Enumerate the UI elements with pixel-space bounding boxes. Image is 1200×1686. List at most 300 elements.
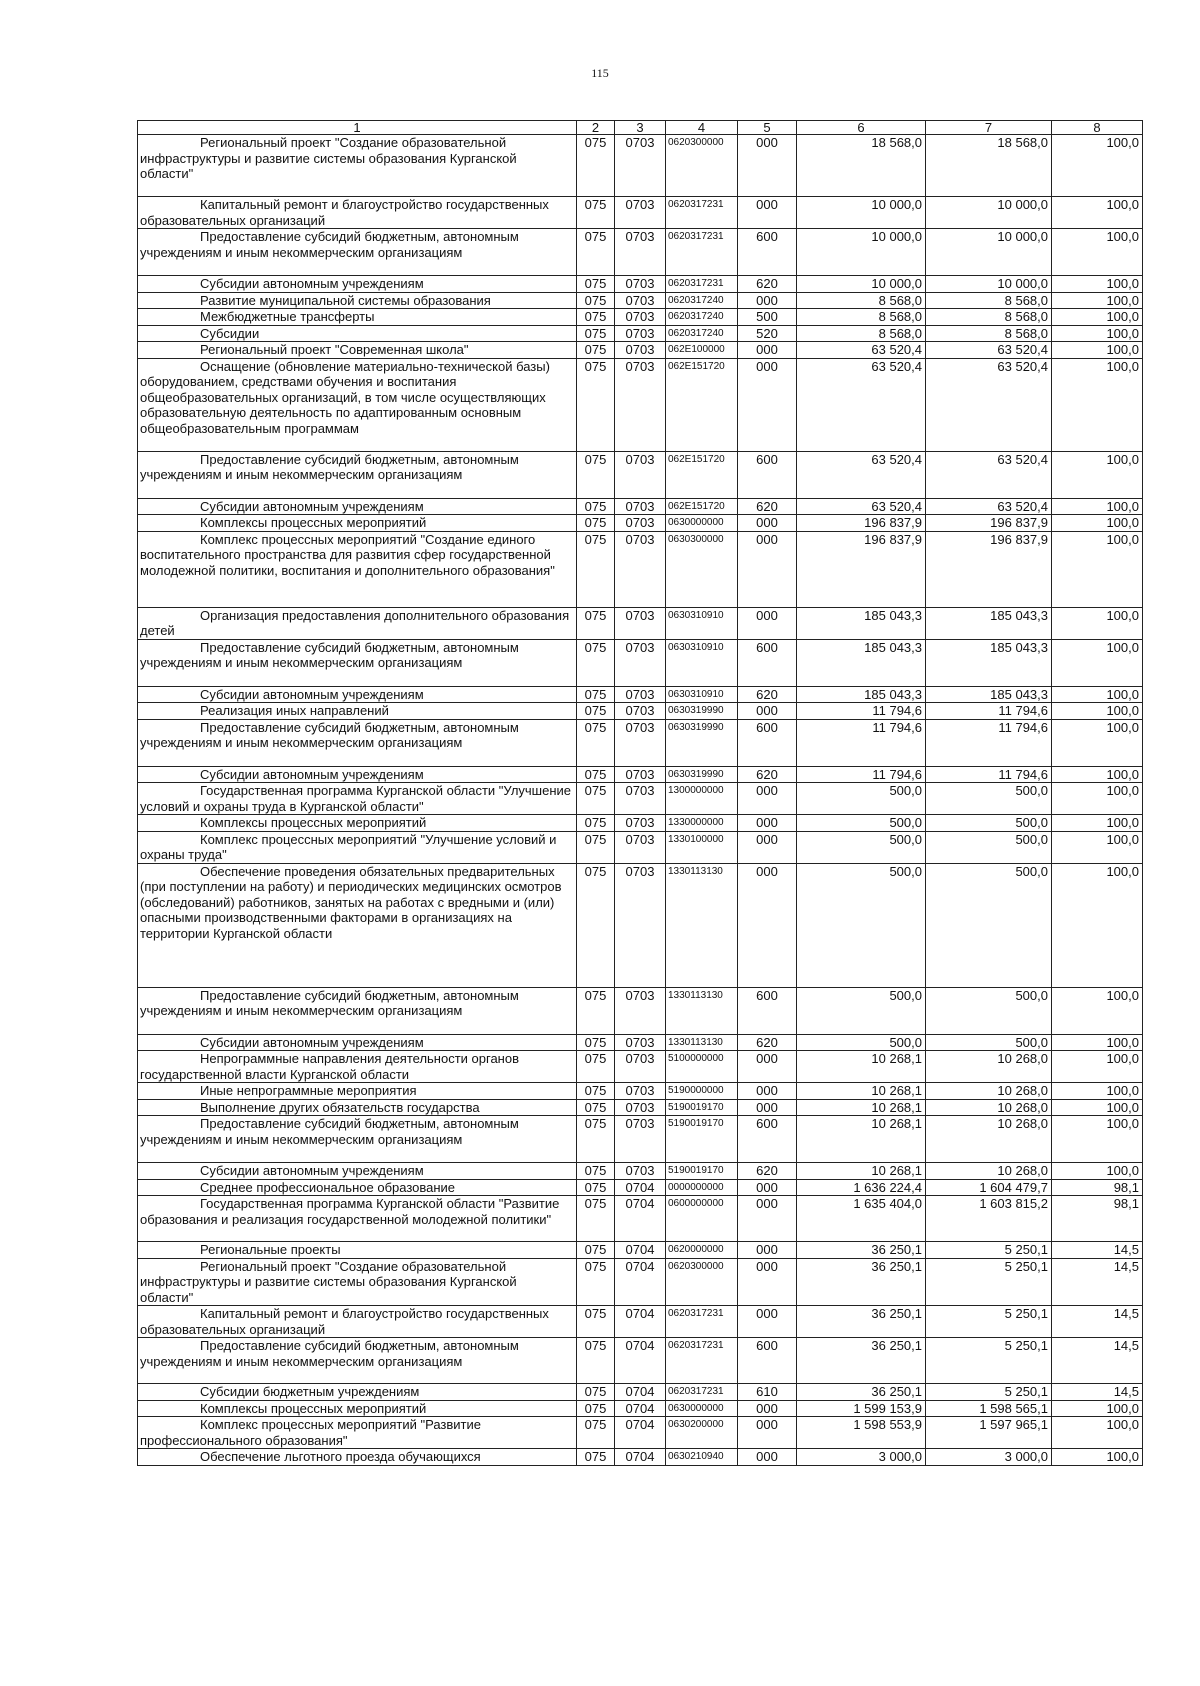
percent-cell: 100,0 bbox=[1052, 197, 1143, 229]
expense-type-cell: 620 bbox=[738, 686, 797, 703]
section-code-cell: 0703 bbox=[615, 1163, 666, 1180]
table-row bbox=[138, 1034, 1143, 1051]
item-name-cell: Предоставление субсидий бюджетным, автономным учреждениям и иным некоммерческим организациям bbox=[138, 1116, 577, 1163]
target-article-cell: 0630319990 bbox=[666, 719, 738, 766]
table-row bbox=[138, 292, 1143, 309]
executed-amount-cell: 500,0 bbox=[926, 987, 1052, 1034]
column-header: 5 bbox=[738, 121, 797, 135]
executed-amount-cell: 3 000,0 bbox=[926, 1449, 1052, 1466]
ministry-code-cell: 075 bbox=[577, 515, 615, 532]
ministry-code-cell: 075 bbox=[577, 639, 615, 686]
ministry-code-cell: 075 bbox=[577, 1051, 615, 1083]
expense-type-cell: 000 bbox=[738, 292, 797, 309]
ministry-code-cell: 075 bbox=[577, 1258, 615, 1306]
executed-amount-cell: 185 043,3 bbox=[926, 607, 1052, 639]
section-code-cell: 0703 bbox=[615, 607, 666, 639]
section-code-cell: 0704 bbox=[615, 1179, 666, 1196]
executed-amount-cell: 10 268,0 bbox=[926, 1163, 1052, 1180]
expense-type-cell: 000 bbox=[738, 342, 797, 359]
planned-amount-cell: 10 000,0 bbox=[797, 197, 926, 229]
section-code-cell: 0703 bbox=[615, 1116, 666, 1163]
section-code-cell: 0703 bbox=[615, 766, 666, 783]
executed-amount-cell: 185 043,3 bbox=[926, 686, 1052, 703]
target-article-cell: 1330113130 bbox=[666, 987, 738, 1034]
expense-type-cell: 520 bbox=[738, 325, 797, 342]
percent-cell: 98,1 bbox=[1052, 1196, 1143, 1242]
percent-cell: 100,0 bbox=[1052, 987, 1143, 1034]
target-article-cell: 0630000000 bbox=[666, 515, 738, 532]
planned-amount-cell: 10 268,1 bbox=[797, 1116, 926, 1163]
section-code-cell: 0703 bbox=[615, 686, 666, 703]
planned-amount-cell: 185 043,3 bbox=[797, 607, 926, 639]
target-article-cell: 0630200000 bbox=[666, 1417, 738, 1449]
target-article-cell: 0620317231 bbox=[666, 197, 738, 229]
expense-type-cell: 000 bbox=[738, 703, 797, 720]
target-article-cell: 062E151720 bbox=[666, 358, 738, 451]
expense-type-cell: 500 bbox=[738, 309, 797, 326]
expense-type-cell: 000 bbox=[738, 1400, 797, 1417]
expense-type-cell: 600 bbox=[738, 639, 797, 686]
planned-amount-cell: 63 520,4 bbox=[797, 451, 926, 498]
target-article-cell: 062E151720 bbox=[666, 451, 738, 498]
ministry-code-cell: 075 bbox=[577, 1196, 615, 1242]
table-row bbox=[138, 342, 1143, 359]
item-name-cell: Комплекс процессных мероприятий "Улучшение условий и охраны труда" bbox=[138, 831, 577, 863]
expense-type-cell: 620 bbox=[738, 1034, 797, 1051]
executed-amount-cell: 500,0 bbox=[926, 815, 1052, 832]
ministry-code-cell: 075 bbox=[577, 451, 615, 498]
table-row bbox=[138, 358, 1143, 451]
ministry-code-cell: 075 bbox=[577, 686, 615, 703]
table-row bbox=[138, 1163, 1143, 1180]
percent-cell: 100,0 bbox=[1052, 1400, 1143, 1417]
item-name-cell: Государственная программа Курганской области "Развитие образования и реализация государственной молодежной политики" bbox=[138, 1196, 577, 1242]
ministry-code-cell: 075 bbox=[577, 783, 615, 815]
target-article-cell: 0620317231 bbox=[666, 1384, 738, 1401]
percent-cell: 100,0 bbox=[1052, 607, 1143, 639]
ministry-code-cell: 075 bbox=[577, 197, 615, 229]
target-article-cell: 5190019170 bbox=[666, 1163, 738, 1180]
item-name-cell: Региональный проект "Создание образовательной инфраструктуры и развитие системы образования Курганской области" bbox=[138, 135, 577, 197]
section-code-cell: 0703 bbox=[615, 309, 666, 326]
executed-amount-cell: 10 000,0 bbox=[926, 197, 1052, 229]
table-row bbox=[138, 309, 1143, 326]
expense-type-cell: 620 bbox=[738, 498, 797, 515]
ministry-code-cell: 075 bbox=[577, 831, 615, 863]
section-code-cell: 0703 bbox=[615, 515, 666, 532]
ministry-code-cell: 075 bbox=[577, 531, 615, 607]
target-article-cell: 0620317240 bbox=[666, 292, 738, 309]
percent-cell: 100,0 bbox=[1052, 1051, 1143, 1083]
column-header: 3 bbox=[615, 121, 666, 135]
table-row bbox=[138, 987, 1143, 1034]
executed-amount-cell: 10 268,0 bbox=[926, 1099, 1052, 1116]
ministry-code-cell: 075 bbox=[577, 703, 615, 720]
executed-amount-cell: 500,0 bbox=[926, 783, 1052, 815]
table-row bbox=[138, 703, 1143, 720]
percent-cell: 100,0 bbox=[1052, 515, 1143, 532]
ministry-code-cell: 075 bbox=[577, 1338, 615, 1384]
table-row bbox=[138, 863, 1143, 987]
table-row bbox=[138, 766, 1143, 783]
section-code-cell: 0703 bbox=[615, 276, 666, 293]
ministry-code-cell: 075 bbox=[577, 607, 615, 639]
section-code-cell: 0703 bbox=[615, 325, 666, 342]
item-name-cell: Региональный проект "Современная школа" bbox=[138, 342, 577, 359]
percent-cell: 14,5 bbox=[1052, 1258, 1143, 1306]
expense-type-cell: 000 bbox=[738, 515, 797, 532]
item-name-cell: Организация предоставления дополнительного образования детей bbox=[138, 607, 577, 639]
percent-cell: 100,0 bbox=[1052, 719, 1143, 766]
column-header: 1 bbox=[138, 121, 577, 135]
target-article-cell: 0620317240 bbox=[666, 325, 738, 342]
percent-cell: 100,0 bbox=[1052, 1083, 1143, 1100]
header-row bbox=[138, 121, 1143, 135]
section-code-cell: 0704 bbox=[615, 1196, 666, 1242]
executed-amount-cell: 10 000,0 bbox=[926, 229, 1052, 276]
executed-amount-cell: 500,0 bbox=[926, 863, 1052, 987]
target-article-cell: 5190019170 bbox=[666, 1116, 738, 1163]
section-code-cell: 0704 bbox=[615, 1384, 666, 1401]
executed-amount-cell: 1 597 965,1 bbox=[926, 1417, 1052, 1449]
ministry-code-cell: 075 bbox=[577, 1449, 615, 1466]
planned-amount-cell: 196 837,9 bbox=[797, 515, 926, 532]
item-name-cell: Предоставление субсидий бюджетным, автономным учреждениям и иным некоммерческим организациям bbox=[138, 229, 577, 276]
item-name-cell: Оснащение (обновление материально-технической базы) оборудованием, средствами обучения и воспитания общеобразовательных организаций, в том числе осуществляющих образовательную деятельность по адаптированным основным общеобразовательным программам bbox=[138, 358, 577, 451]
executed-amount-cell: 11 794,6 bbox=[926, 766, 1052, 783]
table-row bbox=[138, 451, 1143, 498]
expense-type-cell: 600 bbox=[738, 1338, 797, 1384]
table-row bbox=[138, 1449, 1143, 1466]
table-row bbox=[138, 1258, 1143, 1306]
item-name-cell: Региональный проект "Создание образовательной инфраструктуры и развитие системы образования Курганской области" bbox=[138, 1258, 577, 1306]
percent-cell: 100,0 bbox=[1052, 358, 1143, 451]
section-code-cell: 0703 bbox=[615, 197, 666, 229]
expense-type-cell: 000 bbox=[738, 1196, 797, 1242]
item-name-cell: Государственная программа Курганской области "Улучшение условий и охраны труда в Курганской области" bbox=[138, 783, 577, 815]
table-row bbox=[138, 1384, 1143, 1401]
table-row bbox=[138, 1099, 1143, 1116]
table-row bbox=[138, 197, 1143, 229]
item-name-cell: Реализация иных направлений bbox=[138, 703, 577, 720]
table-row bbox=[138, 515, 1143, 532]
planned-amount-cell: 500,0 bbox=[797, 987, 926, 1034]
item-name-cell: Предоставление субсидий бюджетным, автономным учреждениям и иным некоммерческим организациям bbox=[138, 639, 577, 686]
table-row bbox=[138, 1400, 1143, 1417]
planned-amount-cell: 36 250,1 bbox=[797, 1384, 926, 1401]
percent-cell: 100,0 bbox=[1052, 639, 1143, 686]
executed-amount-cell: 196 837,9 bbox=[926, 515, 1052, 532]
item-name-cell: Комплекс процессных мероприятий "Создание единого воспитательного пространства для развития сфер государственной молодежной политики, воспитания и дополнительного образования" bbox=[138, 531, 577, 607]
target-article-cell: 0620317240 bbox=[666, 309, 738, 326]
item-name-cell: Предоставление субсидий бюджетным, автономным учреждениям и иным некоммерческим организациям bbox=[138, 719, 577, 766]
section-code-cell: 0703 bbox=[615, 135, 666, 197]
percent-cell: 100,0 bbox=[1052, 229, 1143, 276]
column-header: 2 bbox=[577, 121, 615, 135]
expense-type-cell: 620 bbox=[738, 276, 797, 293]
executed-amount-cell: 8 568,0 bbox=[926, 292, 1052, 309]
planned-amount-cell: 10 000,0 bbox=[797, 276, 926, 293]
table-row bbox=[138, 783, 1143, 815]
executed-amount-cell: 63 520,4 bbox=[926, 342, 1052, 359]
expense-type-cell: 000 bbox=[738, 1417, 797, 1449]
percent-cell: 100,0 bbox=[1052, 135, 1143, 197]
planned-amount-cell: 8 568,0 bbox=[797, 325, 926, 342]
item-name-cell: Региональные проекты bbox=[138, 1242, 577, 1259]
ministry-code-cell: 075 bbox=[577, 1083, 615, 1100]
target-article-cell: 0630000000 bbox=[666, 1400, 738, 1417]
target-article-cell: 062E100000 bbox=[666, 342, 738, 359]
ministry-code-cell: 075 bbox=[577, 276, 615, 293]
percent-cell: 100,0 bbox=[1052, 292, 1143, 309]
section-code-cell: 0703 bbox=[615, 639, 666, 686]
expense-type-cell: 000 bbox=[738, 1306, 797, 1338]
ministry-code-cell: 075 bbox=[577, 815, 615, 832]
table-row bbox=[138, 607, 1143, 639]
budget-table bbox=[137, 120, 1143, 1466]
target-article-cell: 0620300000 bbox=[666, 135, 738, 197]
planned-amount-cell: 1 635 404,0 bbox=[797, 1196, 926, 1242]
section-code-cell: 0704 bbox=[615, 1417, 666, 1449]
item-name-cell: Обеспечение льготного проезда обучающихся bbox=[138, 1449, 577, 1466]
executed-amount-cell: 63 520,4 bbox=[926, 498, 1052, 515]
section-code-cell: 0703 bbox=[615, 831, 666, 863]
column-header: 6 bbox=[797, 121, 926, 135]
percent-cell: 100,0 bbox=[1052, 1099, 1143, 1116]
budget-table-body bbox=[138, 121, 1143, 1466]
target-article-cell: 0000000000 bbox=[666, 1179, 738, 1196]
section-code-cell: 0704 bbox=[615, 1449, 666, 1466]
item-name-cell: Капитальный ремонт и благоустройство государственных образовательных организаций bbox=[138, 1306, 577, 1338]
percent-cell: 100,0 bbox=[1052, 451, 1143, 498]
target-article-cell: 1300000000 bbox=[666, 783, 738, 815]
percent-cell: 14,5 bbox=[1052, 1338, 1143, 1384]
target-article-cell: 0630310910 bbox=[666, 639, 738, 686]
item-name-cell: Среднее профессиональное образование bbox=[138, 1179, 577, 1196]
executed-amount-cell: 10 268,0 bbox=[926, 1051, 1052, 1083]
target-article-cell: 062E151720 bbox=[666, 498, 738, 515]
section-code-cell: 0703 bbox=[615, 703, 666, 720]
percent-cell: 100,0 bbox=[1052, 1417, 1143, 1449]
executed-amount-cell: 1 603 815,2 bbox=[926, 1196, 1052, 1242]
item-name-cell: Комплексы процессных мероприятий bbox=[138, 1400, 577, 1417]
ministry-code-cell: 075 bbox=[577, 719, 615, 766]
target-article-cell: 1330113130 bbox=[666, 1034, 738, 1051]
ministry-code-cell: 075 bbox=[577, 342, 615, 359]
planned-amount-cell: 10 000,0 bbox=[797, 229, 926, 276]
executed-amount-cell: 1 604 479,7 bbox=[926, 1179, 1052, 1196]
planned-amount-cell: 11 794,6 bbox=[797, 719, 926, 766]
target-article-cell: 1330000000 bbox=[666, 815, 738, 832]
item-name-cell: Выполнение других обязательств государства bbox=[138, 1099, 577, 1116]
section-code-cell: 0703 bbox=[615, 358, 666, 451]
ministry-code-cell: 075 bbox=[577, 987, 615, 1034]
executed-amount-cell: 5 250,1 bbox=[926, 1306, 1052, 1338]
item-name-cell: Субсидии автономным учреждениям bbox=[138, 276, 577, 293]
percent-cell: 100,0 bbox=[1052, 815, 1143, 832]
executed-amount-cell: 18 568,0 bbox=[926, 135, 1052, 197]
table-row bbox=[138, 639, 1143, 686]
expense-type-cell: 000 bbox=[738, 1242, 797, 1259]
section-code-cell: 0703 bbox=[615, 229, 666, 276]
item-name-cell: Субсидии автономным учреждениям bbox=[138, 686, 577, 703]
expense-type-cell: 000 bbox=[738, 1051, 797, 1083]
expense-type-cell: 610 bbox=[738, 1384, 797, 1401]
expense-type-cell: 000 bbox=[738, 831, 797, 863]
executed-amount-cell: 63 520,4 bbox=[926, 358, 1052, 451]
column-header: 8 bbox=[1052, 121, 1143, 135]
planned-amount-cell: 500,0 bbox=[797, 815, 926, 832]
ministry-code-cell: 075 bbox=[577, 863, 615, 987]
expense-type-cell: 000 bbox=[738, 197, 797, 229]
section-code-cell: 0703 bbox=[615, 1083, 666, 1100]
item-name-cell: Обеспечение проведения обязательных предварительных (при поступлении на работу) и периодических медицинских осмотров (обследований) работников, занятых на работах с вредными и (или) опасными производственными факторами в организациях на территории Курганской области bbox=[138, 863, 577, 987]
section-code-cell: 0703 bbox=[615, 1034, 666, 1051]
section-code-cell: 0703 bbox=[615, 292, 666, 309]
table-row bbox=[138, 1242, 1143, 1259]
expense-type-cell: 600 bbox=[738, 1116, 797, 1163]
item-name-cell: Субсидии автономным учреждениям bbox=[138, 498, 577, 515]
expense-type-cell: 000 bbox=[738, 863, 797, 987]
table-row bbox=[138, 1179, 1143, 1196]
executed-amount-cell: 8 568,0 bbox=[926, 325, 1052, 342]
item-name-cell: Субсидии автономным учреждениям bbox=[138, 1163, 577, 1180]
executed-amount-cell: 11 794,6 bbox=[926, 719, 1052, 766]
planned-amount-cell: 36 250,1 bbox=[797, 1306, 926, 1338]
planned-amount-cell: 8 568,0 bbox=[797, 309, 926, 326]
item-name-cell: Иные непрограммные мероприятия bbox=[138, 1083, 577, 1100]
column-header: 4 bbox=[666, 121, 738, 135]
table-row bbox=[138, 276, 1143, 293]
table-row bbox=[138, 719, 1143, 766]
table-row bbox=[138, 1083, 1143, 1100]
table-row bbox=[138, 686, 1143, 703]
planned-amount-cell: 500,0 bbox=[797, 863, 926, 987]
planned-amount-cell: 11 794,6 bbox=[797, 703, 926, 720]
section-code-cell: 0704 bbox=[615, 1306, 666, 1338]
item-name-cell: Субсидии автономным учреждениям bbox=[138, 1034, 577, 1051]
target-article-cell: 5190019170 bbox=[666, 1099, 738, 1116]
planned-amount-cell: 36 250,1 bbox=[797, 1258, 926, 1306]
planned-amount-cell: 196 837,9 bbox=[797, 531, 926, 607]
table-row bbox=[138, 531, 1143, 607]
percent-cell: 100,0 bbox=[1052, 1449, 1143, 1466]
ministry-code-cell: 075 bbox=[577, 1242, 615, 1259]
expense-type-cell: 000 bbox=[738, 1449, 797, 1466]
table-row bbox=[138, 1338, 1143, 1384]
section-code-cell: 0704 bbox=[615, 1400, 666, 1417]
expense-type-cell: 600 bbox=[738, 719, 797, 766]
expense-type-cell: 000 bbox=[738, 815, 797, 832]
target-article-cell: 5100000000 bbox=[666, 1051, 738, 1083]
ministry-code-cell: 075 bbox=[577, 309, 615, 326]
ministry-code-cell: 075 bbox=[577, 1099, 615, 1116]
target-article-cell: 0620317231 bbox=[666, 1338, 738, 1384]
planned-amount-cell: 10 268,1 bbox=[797, 1099, 926, 1116]
planned-amount-cell: 36 250,1 bbox=[797, 1338, 926, 1384]
ministry-code-cell: 075 bbox=[577, 1306, 615, 1338]
expense-type-cell: 600 bbox=[738, 229, 797, 276]
section-code-cell: 0703 bbox=[615, 451, 666, 498]
percent-cell: 14,5 bbox=[1052, 1384, 1143, 1401]
expense-type-cell: 000 bbox=[738, 607, 797, 639]
percent-cell: 100,0 bbox=[1052, 276, 1143, 293]
executed-amount-cell: 5 250,1 bbox=[926, 1338, 1052, 1384]
ministry-code-cell: 075 bbox=[577, 1116, 615, 1163]
percent-cell: 100,0 bbox=[1052, 325, 1143, 342]
section-code-cell: 0703 bbox=[615, 783, 666, 815]
planned-amount-cell: 36 250,1 bbox=[797, 1242, 926, 1259]
target-article-cell: 0630310910 bbox=[666, 686, 738, 703]
percent-cell: 100,0 bbox=[1052, 1034, 1143, 1051]
planned-amount-cell: 500,0 bbox=[797, 783, 926, 815]
item-name-cell: Комплексы процессных мероприятий bbox=[138, 515, 577, 532]
executed-amount-cell: 63 520,4 bbox=[926, 451, 1052, 498]
planned-amount-cell: 63 520,4 bbox=[797, 498, 926, 515]
target-article-cell: 0630319990 bbox=[666, 766, 738, 783]
expense-type-cell: 000 bbox=[738, 1099, 797, 1116]
percent-cell: 98,1 bbox=[1052, 1179, 1143, 1196]
executed-amount-cell: 185 043,3 bbox=[926, 639, 1052, 686]
item-name-cell: Развитие муниципальной системы образования bbox=[138, 292, 577, 309]
percent-cell: 100,0 bbox=[1052, 1116, 1143, 1163]
table-row bbox=[138, 831, 1143, 863]
table-row bbox=[138, 498, 1143, 515]
section-code-cell: 0704 bbox=[615, 1338, 666, 1384]
planned-amount-cell: 3 000,0 bbox=[797, 1449, 926, 1466]
target-article-cell: 0630319990 bbox=[666, 703, 738, 720]
item-name-cell: Субсидии автономным учреждениям bbox=[138, 766, 577, 783]
planned-amount-cell: 10 268,1 bbox=[797, 1083, 926, 1100]
ministry-code-cell: 075 bbox=[577, 1417, 615, 1449]
target-article-cell: 0620317231 bbox=[666, 1306, 738, 1338]
item-name-cell: Непрограммные направления деятельности органов государственной власти Курганской области bbox=[138, 1051, 577, 1083]
target-article-cell: 0630210940 bbox=[666, 1449, 738, 1466]
ministry-code-cell: 075 bbox=[577, 1384, 615, 1401]
percent-cell: 100,0 bbox=[1052, 531, 1143, 607]
executed-amount-cell: 10 268,0 bbox=[926, 1116, 1052, 1163]
section-code-cell: 0703 bbox=[615, 863, 666, 987]
ministry-code-cell: 075 bbox=[577, 135, 615, 197]
ministry-code-cell: 075 bbox=[577, 498, 615, 515]
target-article-cell: 5190000000 bbox=[666, 1083, 738, 1100]
section-code-cell: 0703 bbox=[615, 1099, 666, 1116]
executed-amount-cell: 1 598 565,1 bbox=[926, 1400, 1052, 1417]
executed-amount-cell: 11 794,6 bbox=[926, 703, 1052, 720]
item-name-cell: Предоставление субсидий бюджетным, автономным учреждениям и иным некоммерческим организациям bbox=[138, 1338, 577, 1384]
table-row bbox=[138, 1196, 1143, 1242]
expense-type-cell: 000 bbox=[738, 1258, 797, 1306]
section-code-cell: 0703 bbox=[615, 531, 666, 607]
section-code-cell: 0704 bbox=[615, 1242, 666, 1259]
expense-type-cell: 000 bbox=[738, 783, 797, 815]
planned-amount-cell: 1 636 224,4 bbox=[797, 1179, 926, 1196]
expense-type-cell: 600 bbox=[738, 987, 797, 1034]
target-article-cell: 1330113130 bbox=[666, 863, 738, 987]
ministry-code-cell: 075 bbox=[577, 1179, 615, 1196]
item-name-cell: Капитальный ремонт и благоустройство государственных образовательных организаций bbox=[138, 197, 577, 229]
table-row bbox=[138, 135, 1143, 197]
ministry-code-cell: 075 bbox=[577, 1034, 615, 1051]
table-row bbox=[138, 325, 1143, 342]
percent-cell: 100,0 bbox=[1052, 342, 1143, 359]
planned-amount-cell: 63 520,4 bbox=[797, 342, 926, 359]
target-article-cell: 0630310910 bbox=[666, 607, 738, 639]
ministry-code-cell: 075 bbox=[577, 1400, 615, 1417]
planned-amount-cell: 1 598 553,9 bbox=[797, 1417, 926, 1449]
percent-cell: 100,0 bbox=[1052, 766, 1143, 783]
planned-amount-cell: 8 568,0 bbox=[797, 292, 926, 309]
